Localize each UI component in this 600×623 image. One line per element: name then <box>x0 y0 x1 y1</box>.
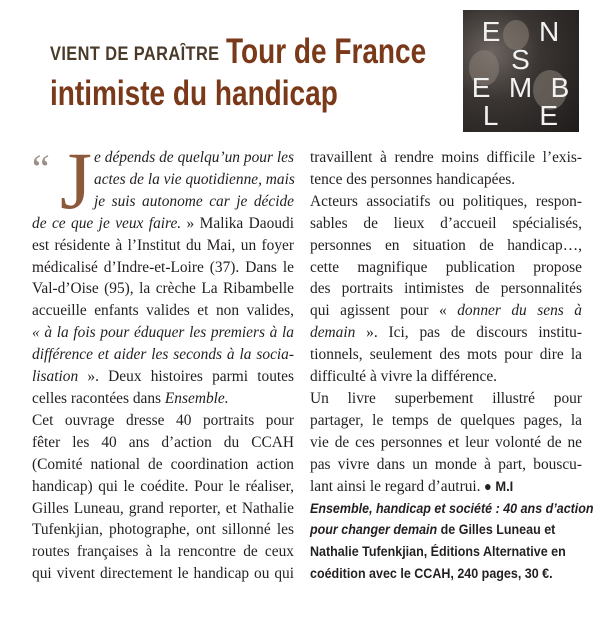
cover-letter: L <box>482 100 500 131</box>
text-line: actes de la vie quotidienne, mais <box>94 170 295 188</box>
cover-letter: M <box>508 72 534 103</box>
credit-line-1 <box>310 498 594 520</box>
article-column-right <box>310 147 594 585</box>
credit-line-4: coédition avec le CCAH, 240 pages, 30 €. <box>310 566 553 582</box>
text-run: » Malika Daoudi <box>181 214 294 232</box>
credit-line-3: Nathalie Tufenkjian, Éditions Alternative en <box>310 544 566 560</box>
text-line <box>310 476 582 498</box>
text-line: tionnels, seulement des mots pour dire la <box>310 346 582 364</box>
text-line: Val-d’Oise (95), la crèche La Ribambelle <box>32 280 294 298</box>
book-title-italic: Ensemble, handicap et société : 40 ans d’action <box>310 500 594 516</box>
book-cover-image <box>463 10 579 132</box>
text-line: pas vivre dans un monde à part, bouscu- <box>310 455 582 473</box>
italic-text: donner du sens à <box>457 302 582 320</box>
text-line: routes françaises à la rencontre de ceux <box>32 543 294 561</box>
text-line: des portraits intimistes de personnalités <box>310 280 582 298</box>
article-column-left <box>32 147 294 585</box>
text-run: celles racontées dans <box>32 389 165 407</box>
text-line <box>310 322 582 344</box>
text-run: ». Deux histoires parmi toutes <box>78 368 294 386</box>
article-title-line-1: Tour de France <box>226 32 427 71</box>
text-line: vie de ces personnes et leur volonté de ne <box>310 433 582 451</box>
text-line: différence et aider les seconds à la socia- <box>32 346 294 364</box>
text-line: est résidente à l’Institut du Mai, un foyer <box>32 236 294 254</box>
cover-letter: E <box>471 72 492 103</box>
text-line: tence des personnes handicapées. <box>310 170 516 188</box>
cover-letter: B <box>550 72 571 103</box>
book-title-italic: pour changer demain <box>310 522 438 538</box>
text-line: Un livre superbement illustré pour <box>310 389 582 407</box>
article-title-line-2: intimiste du handicap <box>50 74 338 113</box>
text-line <box>32 213 294 235</box>
text-run: ». Ici, pas de discours institu- <box>355 324 582 342</box>
italic-text: de ce que je veux faire. <box>32 214 182 232</box>
text-line: difficulté à vivre la différence. <box>310 368 498 386</box>
text-line: Tufenkjian, photographe, ont sillonné les <box>32 521 294 539</box>
cover-letter: E <box>481 16 502 47</box>
article-kicker: VIENT DE PARAÎTRE <box>50 44 220 65</box>
text-line: handicap) qui le coédite. Pour le réaliser, <box>32 477 294 495</box>
text-line: personnes en situation de handicap…, <box>310 236 582 254</box>
text-run: qui agissent pour « <box>310 302 458 320</box>
text-line <box>32 366 294 388</box>
text-line: je suis autonome car je décide <box>94 192 294 210</box>
cover-letter: E <box>539 100 560 131</box>
text-line: cette magnifique publication propose <box>310 258 582 276</box>
credit-line-2 <box>310 519 560 541</box>
text-line: accueille enfants valides et non valides, <box>32 302 294 320</box>
text-line: partager, le temps de quelques pages, la <box>310 411 582 429</box>
italic-text: Ensemble. <box>164 389 229 407</box>
italic-text: lisation <box>32 368 79 386</box>
opening-quote-marks: “ <box>32 146 50 191</box>
text-line: Gilles Luneau, grand reporter, et Nathalie <box>32 499 294 517</box>
cover-title-row-4 <box>463 100 579 132</box>
text-line: travaillent à rendre moins difficile l’exis- <box>310 149 582 166</box>
credit-authors: de Gilles Luneau et <box>437 522 556 538</box>
text-line <box>310 300 582 322</box>
drop-cap: J <box>60 135 92 226</box>
text-line: sables de lieux d’accueil spécialisés, <box>310 214 582 232</box>
text-line <box>32 388 294 410</box>
cover-letter: S <box>511 44 531 75</box>
text-line: Cet ouvrage dresse 40 portraits pour <box>32 411 294 429</box>
text-line: (Comité national de coordination action <box>32 455 294 473</box>
text-line: Acteurs associatifs ou politiques, respon- <box>310 192 582 210</box>
text-line: médicalisé d’Indre-et-Loire (37). Dans le <box>32 258 294 276</box>
text-line: « à la fois pour éduquer les premiers à la <box>32 324 294 342</box>
text-line: qui vivent directement le handicap ou qui <box>32 565 294 583</box>
text-line: e dépends de quelqu’un pour les <box>94 149 294 166</box>
author-signature: ● M.I <box>484 477 514 494</box>
text-line: fêter les 40 ans d’action du CCAH <box>32 433 294 451</box>
text-run: lant ainsi le regard d’autrui. <box>310 477 485 495</box>
italic-text: demain <box>310 324 356 342</box>
cover-letter: N <box>538 16 561 47</box>
